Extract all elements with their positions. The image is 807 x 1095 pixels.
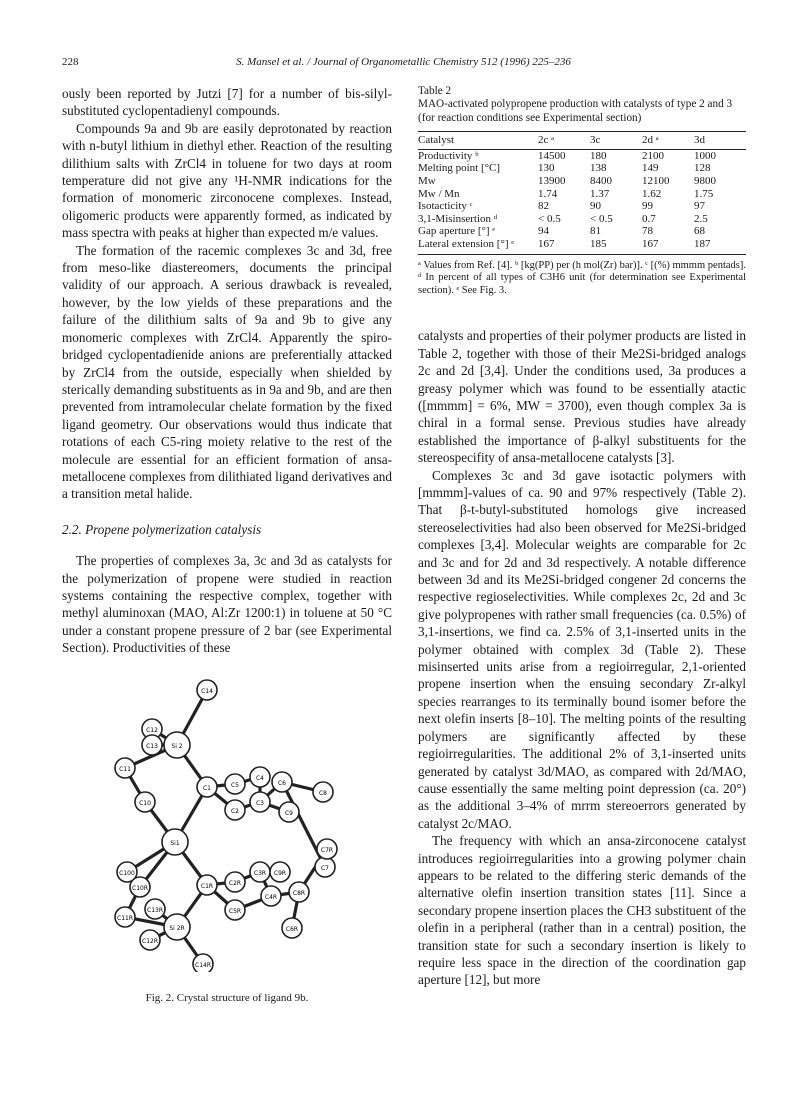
- table-footnote: ᵃ Values from Ref. [4]. ᵇ [kg(PP) per (h mol(Zr) bar)]. ᶜ [(%) mmmm pentads]. ᵈ In percent of all types of C3H6 unit (for determination see Experimental section). ᵉ See Fig. 3.: [418, 259, 746, 296]
- table-cell: 2100: [642, 149, 664, 162]
- table-cell: 149: [642, 162, 659, 175]
- table-row: [418, 149, 746, 162]
- right-column: [418, 85, 746, 989]
- table-cell: 167: [538, 238, 590, 254]
- table-cell: 167: [642, 238, 694, 254]
- table-row: [418, 225, 746, 238]
- table-cell: Melting point [°C]: [418, 162, 501, 175]
- table-row: [418, 200, 746, 213]
- table-cell: 2.5: [694, 212, 708, 225]
- paragraph: ously been reported by Jutzi [7] for a number of bis-silyl-substituted cyclopentadienyl compounds.: [62, 86, 392, 119]
- atom-label: Si 2R: [169, 925, 185, 932]
- table-cell: 13900: [538, 175, 566, 187]
- table-cell: 90: [590, 200, 601, 213]
- table-cell: 1000: [694, 149, 716, 162]
- table-cell: Productivity ᵇ: [418, 149, 479, 162]
- table-cell: Mw / Mn: [418, 187, 460, 200]
- table-cell: 14500: [538, 149, 566, 162]
- table-cell: 12100: [642, 175, 670, 187]
- column-header: 3d: [694, 132, 746, 150]
- table-cell: 185: [590, 238, 642, 254]
- atom-label: C9R: [273, 870, 287, 877]
- figure-caption: Fig. 2. Crystal structure of ligand 9b.: [145, 992, 309, 1004]
- atom-label: C10: [139, 800, 151, 807]
- table-cell: 68: [694, 225, 705, 238]
- table-cell: 1.74: [538, 187, 558, 200]
- table-label: Table 2: [418, 85, 452, 97]
- table-cell: 130: [538, 162, 555, 175]
- left-column: [62, 85, 392, 657]
- atom-label: C11: [119, 766, 131, 773]
- atom-label: C2: [230, 808, 240, 815]
- atom-label: C6R: [285, 926, 299, 933]
- atom-label: C14: [201, 688, 213, 695]
- table-cell: 8400: [590, 175, 612, 187]
- crystal-structure-figure: [95, 672, 365, 972]
- table-cell: Lateral extension [°] ᵉ: [418, 238, 538, 254]
- atom-label: C8R: [292, 890, 306, 897]
- atom-label: C10R: [132, 885, 148, 892]
- table-row: [418, 175, 746, 188]
- atom-label: C6: [277, 780, 287, 787]
- table-cell: 180: [590, 149, 607, 162]
- atom-label: C4: [255, 775, 265, 782]
- table-cell: < 0.5: [590, 212, 613, 225]
- section-heading: 2.2. Propene polymerization catalysis: [62, 521, 262, 537]
- atom-label: C13R: [147, 907, 163, 914]
- atom-label: Si 2: [171, 743, 183, 750]
- atom-label: C2R: [228, 880, 242, 887]
- running-header: [62, 56, 745, 72]
- table-cell: 1.75: [694, 187, 714, 200]
- atom-label: C1R: [200, 883, 214, 890]
- table-cell: 94: [538, 225, 549, 238]
- atom-label: C7: [320, 865, 330, 872]
- journal-citation: S. Mansel et al. / Journal of Organometallic Chemistry 512 (1996) 225–236: [236, 56, 571, 68]
- column-header: 2c ᵃ: [538, 132, 590, 150]
- paragraph: The frequency with which an ansa-zirconocene catalyst introduces regioirregularities into a growing polymer chain appears to be related to the differing steric demands of the alternative olefin insertion transition states [11]. Since a secondary propene insertion places the CH3 substituent of the olefin in a peripheral (rather than in a central) position, the transition state for such a secondary insertion is likely to require less space in the direction of the coordination gap aperture [12], but more: [418, 833, 746, 988]
- atom-label: C3: [255, 800, 265, 807]
- atom-label: C5R: [228, 908, 242, 915]
- data-table: [418, 131, 746, 254]
- table-cell: 1.37: [590, 187, 610, 200]
- table-cell: < 0.5: [538, 212, 561, 225]
- table-cell: Gap aperture [°] ᵉ: [418, 225, 496, 238]
- atom-label: C8: [318, 790, 328, 797]
- atom-label: C3R: [253, 870, 267, 877]
- atom-label: C14R: [195, 962, 211, 969]
- paragraph: catalysts and properties of their polymer products are listed in Table 2, together with those of their Me2Si-bridged analogs 2c and 2d [3,4]. Under the conditions used, 3a produces a greasy polymer which was found to be essentially atactic ([mmmm] = 6%, MW = 3700), even though complex 3a is chiral in a formal sense. Previous studies have already established the importance of β-alkyl substituents for the stereospecifity of ansa-metallocene catalysts [3].: [418, 328, 746, 466]
- column-header: 3c: [590, 132, 642, 150]
- atom-label: C1: [202, 785, 212, 792]
- table-cell: 82: [538, 200, 549, 213]
- paragraph: Compounds 9a and 9b are easily deprotonated by reaction with n-butyl lithium in diethyl ether. Reaction of the resulting dilithium salts with ZrCl4 in toluene for two days at room temperature did not give any ¹H-NMR indications for the formation of monomeric zirconocene complexes. Instead, oligomeric products were apparently formed, as indicated by mass spectra with peaks at higher than expected m/e values.: [62, 120, 392, 241]
- atom-label: Si1: [170, 840, 180, 847]
- table-cell: Isotacticity ᶜ: [418, 200, 473, 213]
- paragraph: The properties of complexes 3a, 3c and 3d as catalysts for the polymerization of propene were studied in reaction systems containing the respective complex, together with methyl aluminoxan (MAO, Al:Zr 1200:1) in toluene at 50 °C under a constant propene pressure of 2 bar (see Experimental Section). Productivities of these: [62, 553, 392, 656]
- table-cell: 81: [590, 225, 601, 238]
- table-header-row: [418, 132, 746, 150]
- page-number: 228: [62, 56, 79, 68]
- table-row: [418, 188, 746, 201]
- paragraph: Complexes 3c and 3d gave isotactic polymers with [mmmm]-values of ca. 90 and 97% respectively (Table 2). That β-t-butyl-substituted homologs give increased stereoselectivities had also been observed for Me2Si-bridged complexes [3,4]. Molecular weights are comparable for 2c and 3c and for 2d and 3d respectively. A notable difference between 3d and its Me2Si-bridged congener 2d concerns the respective regioselectivities. While complexes 2c, 2d and 3c give polypropenes with rather small frequencies (ca. 0.5%) of 3,1-insertions, we find ca. 2.5% of 3,1-inserted units in the polymer obtained with complex 3d (Table 2). These misinserted units arise from a regioirregular, 2,1-oriented propene insertion when the ensuing secondary Zr-alkyl species rearranges to its terminally bound isomer before the next olefin inserts [8–10]. The melting points of the resulting polymers are significantly affected by these regioirregularities. The additional 2% of 3,1-inserted units generated by catalyst 3d/MAO, as compared with 2d/MAO, cause essentially the same melting point depression (ca. 20°) as the additional 3–4% of mrrm stereoerrors generated by catalyst 2c/MAO.: [418, 467, 746, 831]
- table-cell: 3,1-Misinsertion ᵈ: [418, 212, 498, 225]
- atom-label: C100: [119, 870, 135, 877]
- table-cell: 187: [694, 238, 746, 254]
- table-cell: 99: [642, 200, 653, 213]
- table-cell: 78: [642, 225, 653, 238]
- table-cell: Mw: [418, 175, 436, 187]
- table-cell: 0.7: [642, 212, 656, 225]
- table-row: [418, 238, 746, 254]
- column-header: Catalyst: [418, 132, 538, 150]
- paragraph: The formation of the racemic complexes 3c and 3d, free from meso-like diastereomers, documents the principal validity of our approach. A serious drawback is revealed, however, by the low yields of these preparations and the failure of the dilithium salts of 9a and 9b to give any monomeric complexes with ZrCl4. Apparently the spiro-bridged cyclopentadienide anions are preferentially attacked by ZrCl4 from the outside, especially when shielded by sterically demanding substituents as in 9a and 9b, and are then prevented from intramolecular chelate formation by the fixed ligand geometry. Our observations would thus indicate that rotations of each C5-ring moiety relative to the rest of the molecule are essential for an efficient formation of ansa-metallocene complexes from dilithiated ligand derivatives and a transition metal halide.: [62, 242, 392, 502]
- atom-label: C5: [230, 782, 240, 789]
- atom-label: C12R: [142, 938, 158, 945]
- column-header: 2d ᵃ: [642, 132, 694, 150]
- table-cell: 128: [694, 162, 711, 175]
- atom-label: C4R: [264, 894, 278, 901]
- atom-label: C13: [146, 743, 158, 750]
- table-cell: 97: [694, 200, 705, 213]
- atom-label: C7R: [320, 847, 334, 854]
- table-cell: 9800: [694, 175, 716, 187]
- atom-label: C11R: [117, 915, 133, 922]
- table-caption: MAO-activated polypropene production with catalysts of type 2 and 3 (for reaction conditions see Experimental section): [418, 98, 733, 124]
- atom-label: C9: [284, 810, 294, 817]
- table-cell: 1.62: [642, 187, 662, 200]
- table-row: [418, 213, 746, 226]
- table-row: [418, 162, 746, 175]
- table-cell: 138: [590, 162, 607, 175]
- atom-label: C12: [146, 727, 158, 734]
